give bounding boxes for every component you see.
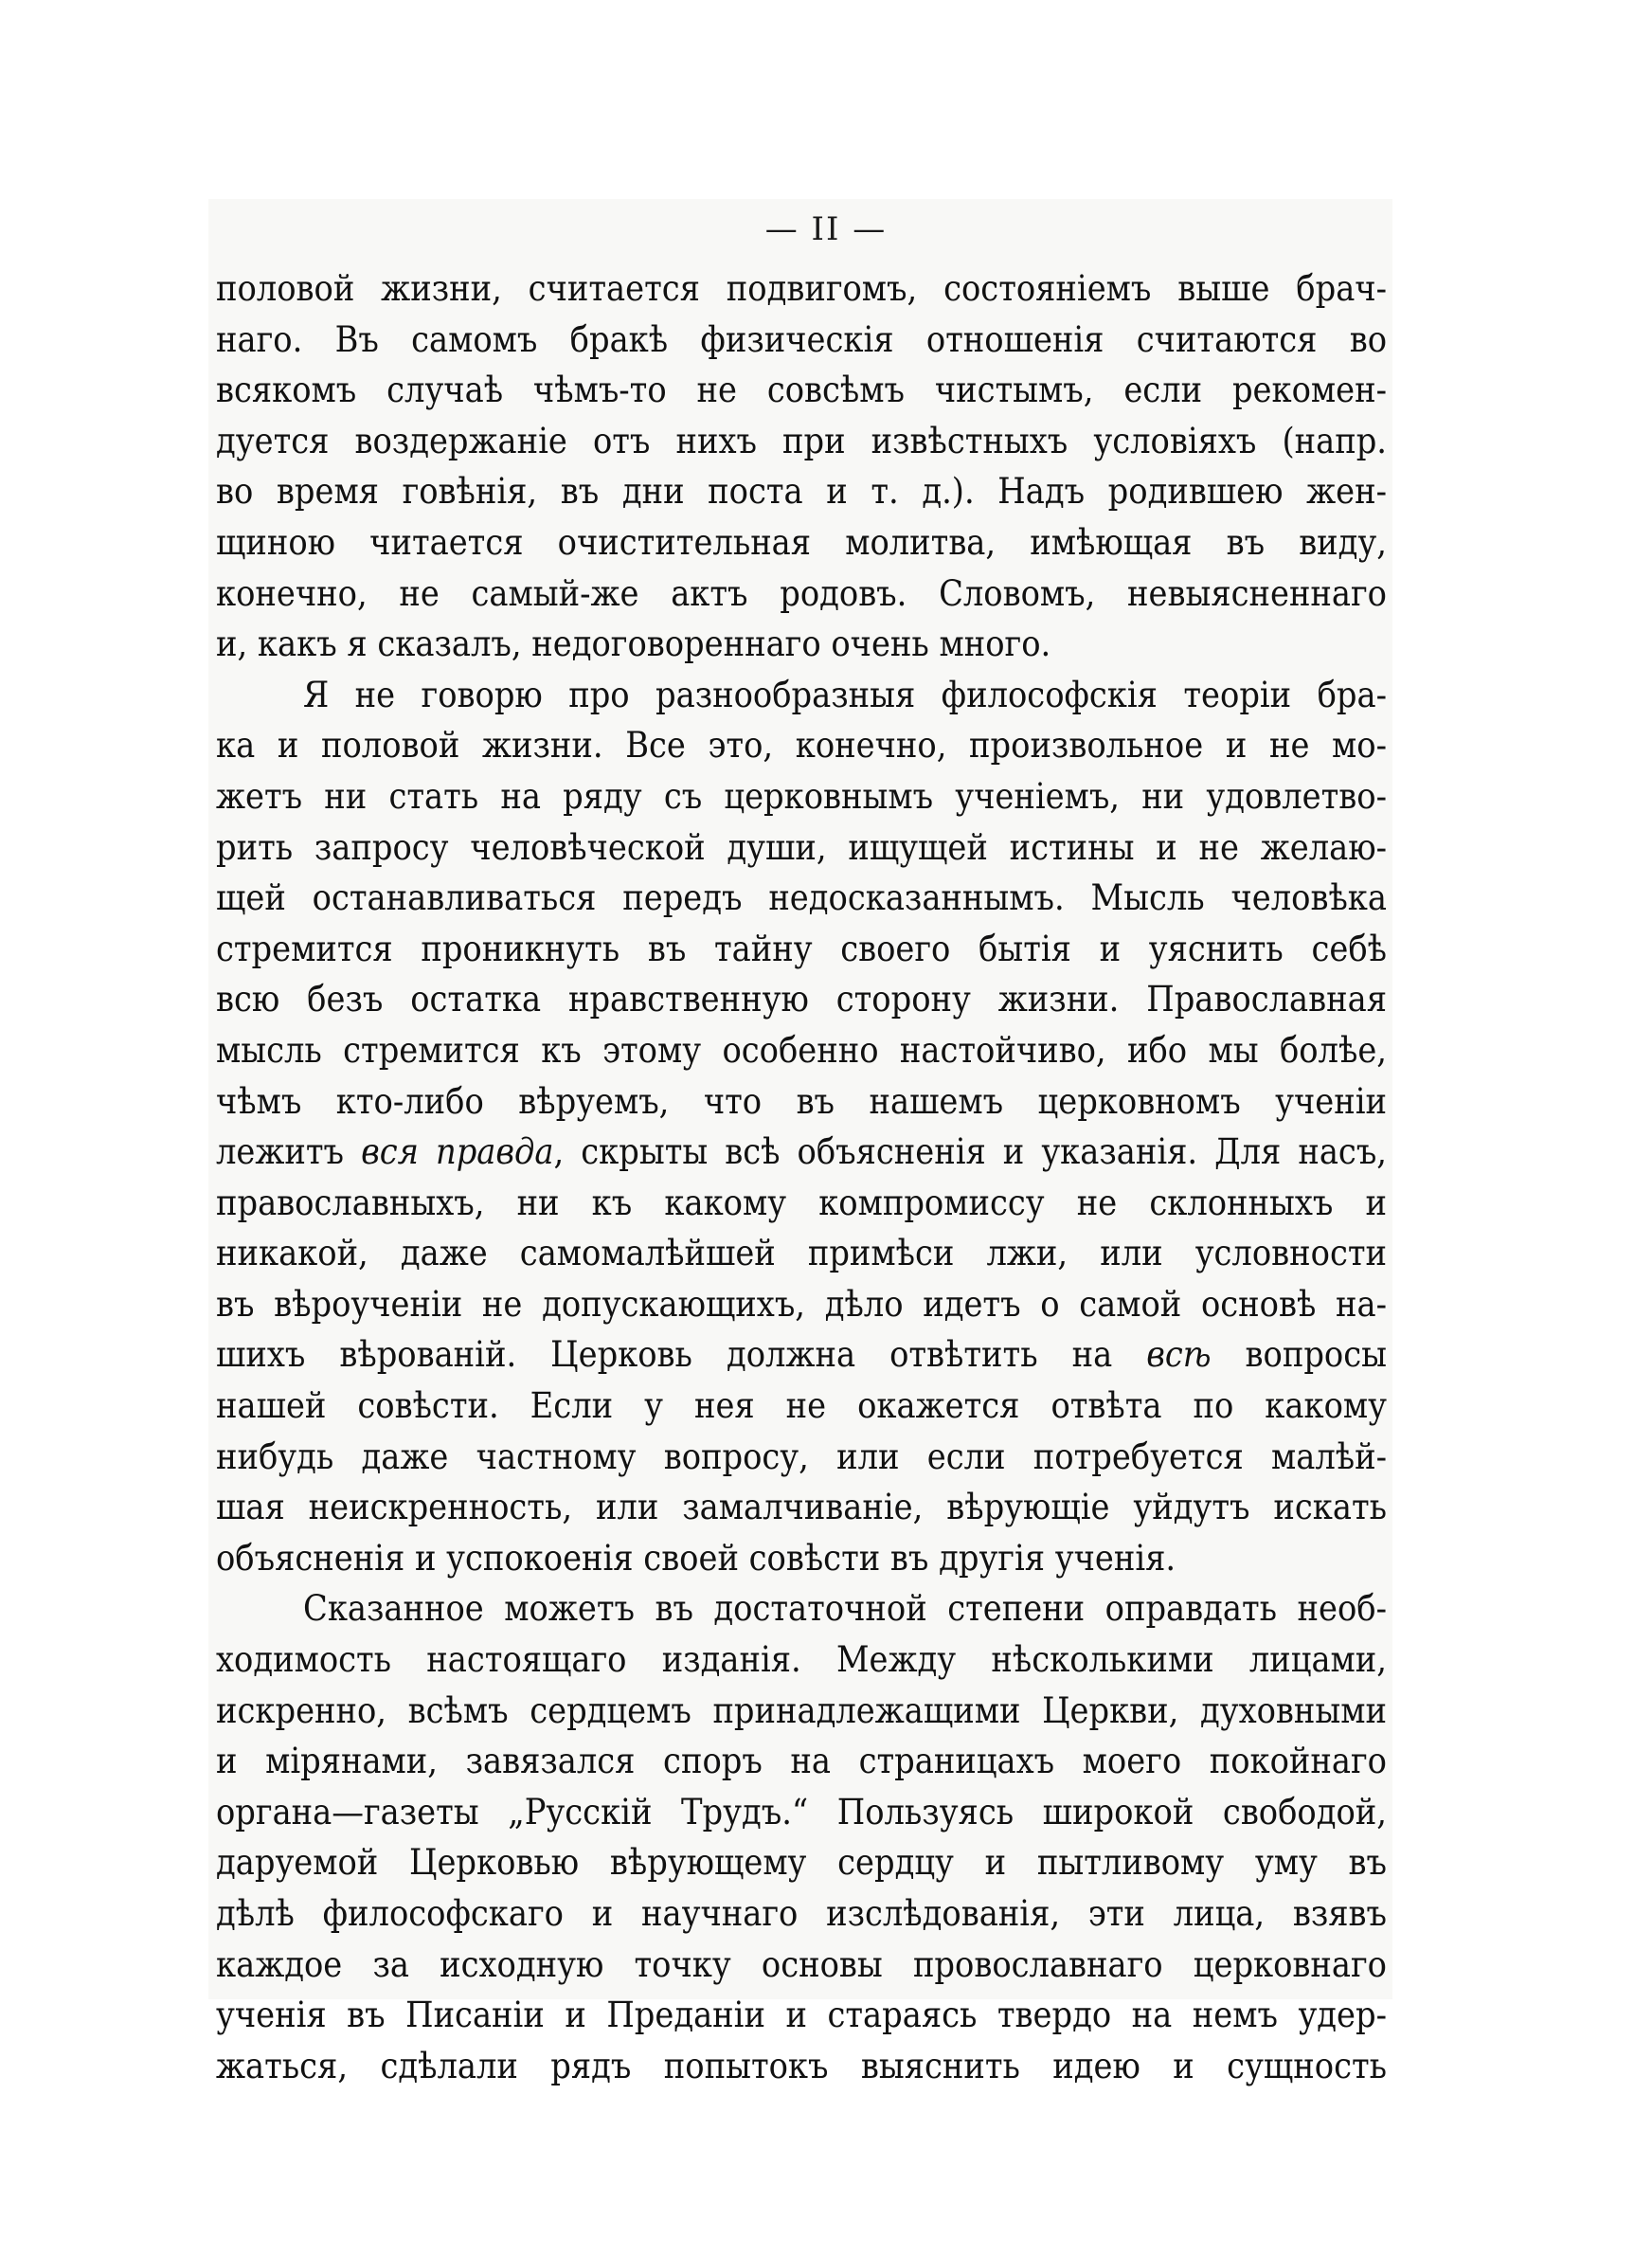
text-line: ходимость настоящаго изданія. Между нѣсколькими лицами, [216,1638,1387,1681]
italic-emphasis: всѣ [1146,1333,1212,1376]
text-line: всю безъ остатка нравственную сторону жизни. Православная [216,978,1387,1020]
text-line: наго. Въ самомъ бракѣ физическія отношенія считаются во [216,317,1387,360]
text-line: чѣмъ кто-либо вѣруемъ, что въ нашемъ церковномъ ученіи [216,1079,1387,1122]
text-line: шихъ вѣрованій. Церковь должна отвѣтить на всѣ вопросы [216,1333,1387,1376]
italic-emphasis: вся правда [361,1130,554,1173]
text-line: нашей совѣсти. Если у нея не окажется отвѣта по какому [216,1384,1387,1427]
text-line: половой жизни, считается подвигомъ, состояніемъ выше брач- [216,267,1387,309]
text-line: Сказанное можетъ въ достаточной степени оправдать необ- [303,1587,1387,1630]
text-line: искренно, всѣмъ сердцемъ принадлежащими Церкви, духовными [216,1688,1387,1731]
text-line: ка и половой жизни. Все это, конечно, произвольное и не мо- [216,724,1387,767]
page-number: — II — [764,210,888,248]
text-line: въ вѣроученіи не допускающихъ, дѣло идетъ о самой основѣ на- [216,1282,1387,1325]
text-line: никакой, даже самомалѣйшей примѣси лжи, или условности [216,1232,1387,1274]
text-line: конечно, не самый-же актъ родовъ. Словомъ, невыясненнаго [216,571,1387,614]
text-line: каждое за исходную точку основы провославнаго церковнаго [216,1942,1387,1985]
text-line: органа—газеты „Русскій Трудъ.“ Пользуясь широкой свободой, [216,1790,1387,1833]
text-line: лежитъ вся правда, скрыты всѣ объясненія и указанія. Для насъ, [216,1130,1387,1173]
text-line: во время говѣнія, въ дни поста и т. д.). Надъ родившею жен- [216,470,1387,513]
text-line: шая неискренность, или замалчиваніе, вѣрующіе уйдутъ искать [216,1486,1387,1528]
text-line: дѣлѣ философскаго и научнаго изслѣдованія, эти лица, взявъ [216,1892,1387,1934]
text-line: щиною читается очистительная молитва, имѣющая въ виду, [216,520,1387,563]
text-line: и мірянами, завязался споръ на страницахъ моего покойнаго [216,1740,1387,1782]
text-line: православныхъ, ни къ какому компромиссу не склонныхъ и [216,1181,1387,1223]
text-line: Я не говорю про разнообразныя философскія теоріи бра- [303,673,1387,715]
text-line: и, какъ я сказалъ, недоговореннаго очень много. [216,623,1051,665]
text-line: всякомъ случаѣ чѣмъ-то не совсѣмъ чистымъ, если рекомен- [216,369,1387,411]
text-line: объясненія и успокоенія своей совѣсти въ другія ученія. [216,1536,1176,1579]
text-line: ученія въ Писаніи и Преданіи и стараясь твердо на немъ удер- [216,1994,1387,2036]
text-line: нибудь даже частному вопросу, или если потребуется малѣй- [216,1435,1387,1477]
text-line: рить запросу человѣческой души, ищущей истины и не желаю- [216,825,1387,868]
text-line: даруемой Церковью вѣрующему сердцу и пытливому уму въ [216,1841,1387,1884]
text-line: мысль стремится къ этому особенно настойчиво, ибо мы болѣе, [216,1028,1387,1071]
text-line: дуется воздержаніе отъ нихъ при извѣстныхъ условіяхъ (напр. [216,419,1387,461]
text-line: жаться, сдѣлали рядъ попытокъ выяснить идею и сущность [216,2044,1387,2086]
text-line: жетъ ни стать на ряду съ церковнымъ ученіемъ, ни удовлетво- [216,774,1387,817]
text-line: щей останавливаться передъ недосказаннымъ. Мысль человѣка [216,876,1387,919]
text-line: стремится проникнуть въ тайну своего бытія и уяснить себѣ [216,927,1387,969]
body-text [216,263,1387,2091]
